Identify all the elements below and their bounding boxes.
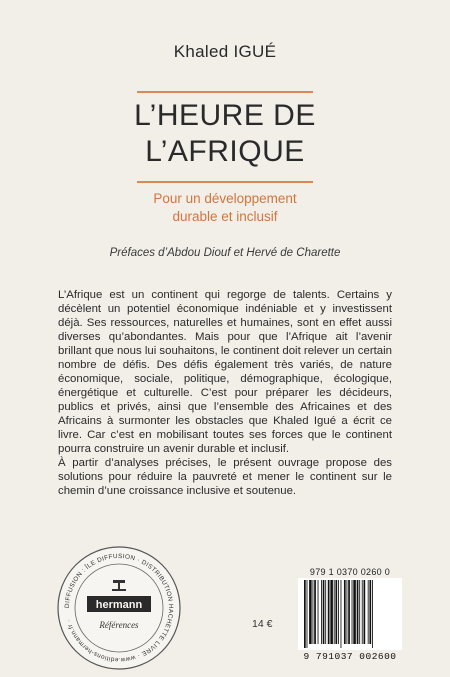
seal-collection: Références bbox=[99, 620, 139, 630]
barcode-bar bbox=[325, 580, 326, 644]
title-rule-top bbox=[137, 91, 313, 93]
barcode-bar bbox=[368, 580, 369, 644]
isbn-barcode-digits: 9 791037 002600 bbox=[303, 651, 397, 662]
book-title-line-1: L’HEURE DE bbox=[134, 99, 316, 132]
barcode-bar bbox=[321, 580, 322, 644]
barcode-bar bbox=[334, 580, 335, 644]
barcode-graphic bbox=[302, 580, 398, 648]
price-label: 14 € bbox=[252, 618, 273, 630]
subtitle-line-1: Pour un développement bbox=[153, 191, 297, 206]
barcode-bar bbox=[362, 580, 363, 644]
isbn-barcode bbox=[298, 578, 402, 650]
back-cover-blurb bbox=[58, 288, 392, 498]
barcode-bar bbox=[364, 580, 366, 644]
isbn-top-label: 979 1 0370 0260 0 bbox=[309, 567, 391, 577]
barcode-bar bbox=[352, 580, 353, 644]
title-rule-bottom bbox=[137, 181, 313, 183]
seal-brand: hermann bbox=[95, 599, 143, 611]
barcode-bar bbox=[314, 580, 316, 644]
barcode-bar bbox=[353, 580, 356, 644]
barcode-bar bbox=[304, 580, 306, 648]
barcode-bar bbox=[359, 580, 360, 644]
barcode-bar bbox=[338, 580, 339, 644]
barcode-bar bbox=[318, 580, 319, 644]
book-subtitle bbox=[0, 190, 450, 226]
barcode-bar bbox=[328, 580, 330, 644]
barcode-bar bbox=[313, 580, 314, 644]
barcode-bar bbox=[357, 580, 359, 644]
blurb-paragraph-1: L’Afrique est un continent qui regorge de talents. Certains y décèlent un potentiel économique indéniable et y investissent déjà. Ses ressources, naturelles et humaines, sont en effet aussi diverses qu’abondantes. Mais pour que l’Afrique ait l’avenir brillant que nous lui souhaitons, le continent doit relever un certain nombre de défis. Des défis également très variés, de nature économique, sociale, politique, démographique, écologique, énergétique et culturelle. C’est pour préparer les décideurs, publics et privés, ainsi que l’ensemble des Africaines et des Africains à surmonter les obstacles que Khaled Igué a écrit ce livre. Car c’est en mobilisant toutes ses forces que le continent pourra construire un avenir durable et inclusif. bbox=[58, 289, 392, 455]
subtitle-line-2: durable et inclusif bbox=[172, 209, 278, 224]
barcode-bar bbox=[348, 580, 350, 644]
publisher-seal bbox=[55, 544, 183, 672]
barcode-bar bbox=[335, 580, 337, 644]
barcode-bar bbox=[372, 580, 373, 648]
blurb-paragraph-2: À partir d’analyses précises, le présent ouvrage propose des solutions pour réduire la pauvreté et mener le continent sur le chemin d’une croissance inclusive et soutenue. bbox=[58, 457, 392, 497]
prefaces-credit: Préfaces d’Abdou Diouf et Hervé de Charette bbox=[109, 247, 341, 259]
barcode-bar bbox=[307, 580, 308, 648]
publisher-seal-graphic bbox=[55, 544, 183, 672]
book-title-line-2: L’AFRIQUE bbox=[145, 135, 305, 168]
barcode-bar bbox=[341, 580, 342, 648]
barcode-bar bbox=[309, 580, 312, 644]
author-name: Khaled IGUÉ bbox=[173, 42, 277, 61]
book-title bbox=[0, 98, 450, 170]
barcode-bar bbox=[369, 580, 371, 644]
seal-ring-text: DIFFUSION : ÎLE DIFFUSION · DISTRIBUTION HACHETTE LIVRE · www.editions-hermann.fr · bbox=[63, 552, 175, 664]
barcode-bar bbox=[330, 580, 333, 644]
barcode-bar bbox=[347, 580, 348, 644]
barcode-bar bbox=[323, 580, 325, 644]
barcode-bar bbox=[344, 580, 346, 644]
